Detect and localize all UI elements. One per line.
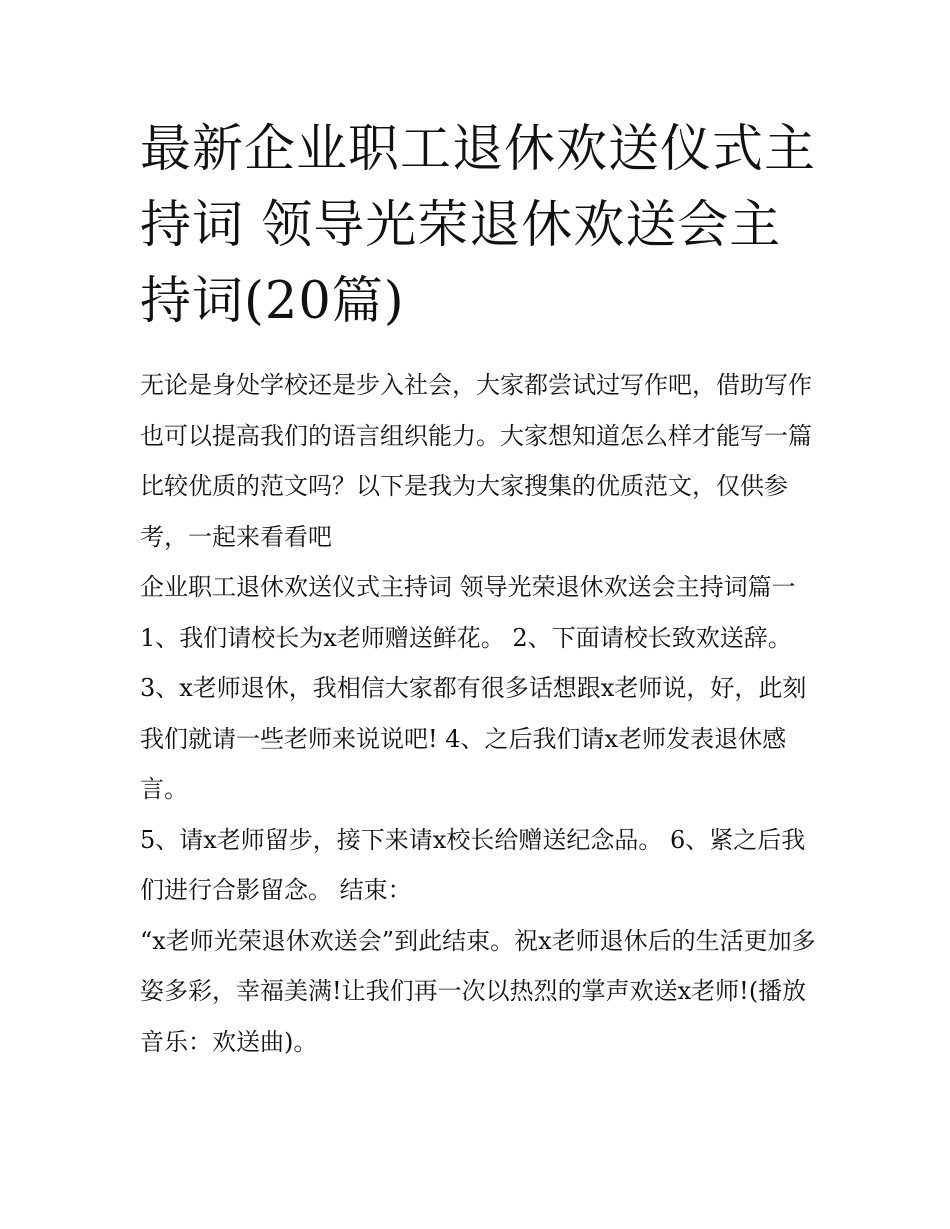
paragraph-1: 企业职工退休欢送仪式主持词 领导光荣退休欢送会主持词篇一 1、我们请校长为x老师赠送鲜花。 2、下面请校长致欢送辞。 — [140, 573, 796, 652]
document-page — [140, 112, 820, 1067]
intro-paragraph: 无论是身处学校还是步入社会，大家都尝试过写作吧，借助写作也可以提高我们的语言组织能力。大家想知道怎么样才能写一篇比较优质的范文吗？以下是我为大家搜集的优质范文，仅供参考，一起来看看吧 — [140, 371, 812, 551]
document-body — [140, 360, 820, 1067]
paragraph-3: 5、请x老师留步，接下来请x校长给赠送纪念品。 6、紧之后我们进行合影留念。 结束： — [140, 825, 806, 904]
paragraph-2: 3、x老师退休，我相信大家都有很多话想跟x老师说，好，此刻我们就请一些老师来说说吧! 4、之后我们请x老师发表退休感言。 — [140, 674, 807, 803]
document-title: 最新企业职工退休欢送仪式主持词 领导光荣退休欢送会主持词(20篇) — [140, 120, 817, 331]
paragraph-4: “x老师光荣退休欢送会”到此结束。祝x老师退休后的生活更加多姿多彩，幸福美满!让我们再一次以热烈的掌声欢送x老师!(播放音乐：欢送曲)。 — [140, 926, 816, 1056]
